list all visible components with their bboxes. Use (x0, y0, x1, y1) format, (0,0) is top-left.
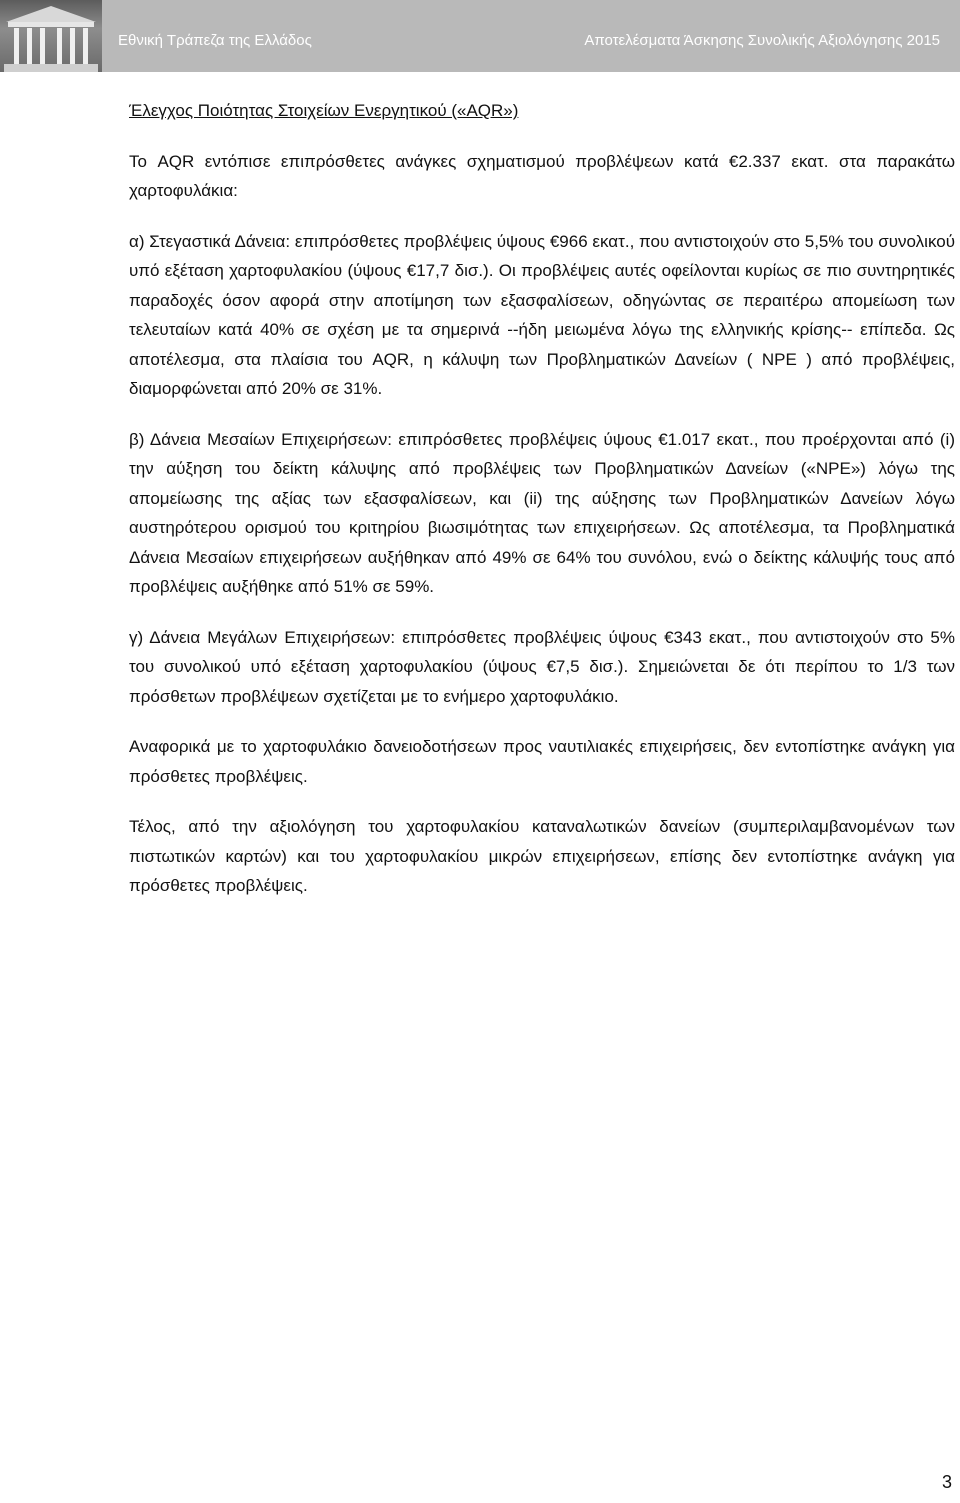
header-bank-name: Εθνική Τράπεζα της Ελλάδος (118, 32, 312, 49)
paragraph-shipping: Αναφορικά με το χαρτοφυλάκιο δανειοδοτήσεων προς ναυτιλιακές επιχειρήσεις, δεν εντοπίστηκε ανάγκη για πρόσθετες προβλέψεις. (129, 737, 955, 786)
bank-building-logo (0, 0, 102, 72)
paragraph-intro: Το AQR εντόπισε επιπρόσθετες ανάγκες σχηματισμού προβλέψεων κατά €2.337 εκατ. στα παρακάτω χαρτοφυλάκια: (129, 151, 955, 200)
page-number: 3 (941, 1472, 952, 1492)
page-header (0, 0, 960, 72)
section-title: Έλεγχος Ποιότητας Στοιχείων Ενεργητικού («AQR») (129, 101, 519, 120)
paragraph-medium-enterprises: β) Δάνεια Μεσαίων Επιχειρήσεων: επιπρόσθετες προβλέψεις ύψους €1.017 εκατ., που προέρχονται από (i) την αύξηση του δείκτη κάλυψης από προβλέψεις των Προβληματικών Δανείων («NPE») λόγω της απομείωσης της αξίας των εξασφαλίσεων, και (ii) της αύξησης των Προβληματικών Δανείων λόγω αυστηρότερου ορισμού του κριτηρίου βιωσιμότητας των επιχειρήσεων. Ως αποτέλεσμα, τα Προβληματικά Δάνεια Μεσαίων επιχειρήσεων αυξήθηκαν από 49% σε 64% του συνόλου, ενώ ο δείκτης κάλυψής τους από προβλέψεις αυξήθηκε από 51% σε 59%. (129, 429, 955, 596)
paragraph-mortgages: α) Στεγαστικά Δάνεια: επιπρόσθετες προβλέψεις ύψους €966 εκατ., που αντιστοιχούν στο 5,5% του συνολικού υπό εξέταση χαρτοφυλακίου (ύψους €17,7 δισ.). Οι προβλέψεις αυτές οφείλονται κυρίως σε πιο συντηρητικές παραδοχές όσον αφορά στην αποτίμηση των εξασφαλίσεων, οδηγώντας σε περαιτέρω απομείωση των τελευταίων κατά 40% σε σχέση με τα σημερινά --ήδη μειωμένα λόγω της ελληνικής κρίσης-- επίπεδα. Ως αποτέλεσμα, στα πλαίσια του AQR, η κάλυψη των Προβληματικών Δανείων ( NPE ) από προβλέψεις, διαμορφώνεται από 20% σε 31%. (129, 231, 955, 398)
paragraph-large-enterprises: γ) Δάνεια Μεγάλων Επιχειρήσεων: επιπρόσθετες προβλέψεις ύψους €343 εκατ., που αντιστοιχούν στο 5% του συνολικού υπό εξέταση χαρτοφυλακίου (ύψους €7,5 δισ.). Σημειώνεται δε ότι περίπου το 1/3 των πρόσθετων προβλέψεων σχετίζεται με το ενήμερο χαρτοφυλάκιο. (129, 627, 955, 706)
paragraph-consumer-loans: Τέλος, από την αξιολόγηση του χαρτοφυλακίου καταναλωτικών δανείων (συμπεριλαμβανομένων των πιστωτικών καρτών) και του χαρτοφυλακίου μικρών επιχειρήσεων, επίσης δεν εντοπίστηκε ανάγκη για πρόσθετες προβλέψεις. (129, 817, 955, 895)
header-report-title: Αποτελέσματα Άσκησης Συνολικής Αξιολόγησης 2015 (584, 32, 940, 49)
document-body (129, 96, 955, 922)
